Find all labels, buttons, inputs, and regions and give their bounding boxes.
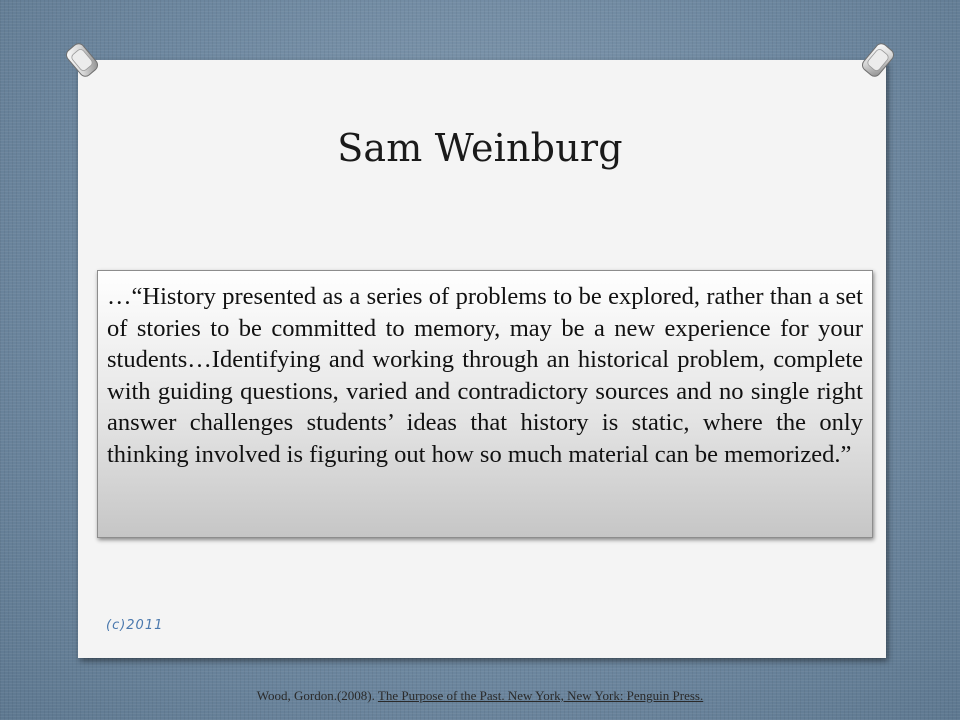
quote-text: …“History presented as a series of problems to be explored, rather than a set of stories to be committed to memory, may be a new experience for your students…Identifying and working through an historical problem, complete with guiding questions, varied and contradictory sources and no single right answer challenges students’ ideas that history is static, where the only thinking involved is figuring out how so much material can be memorized.”: [107, 283, 863, 468]
citation: [0, 688, 960, 704]
push-pin-icon: [60, 38, 104, 82]
citation-title: The Purpose of the Past. New York, New York: Penguin Press.: [377, 688, 704, 703]
push-pin-icon: [856, 38, 900, 82]
citation-author: Wood, Gordon.(2008).: [256, 688, 378, 703]
quote-box: [97, 270, 873, 538]
slide-title: Sam Weinburg: [337, 126, 623, 170]
copyright-label: (c)2011: [106, 618, 164, 633]
